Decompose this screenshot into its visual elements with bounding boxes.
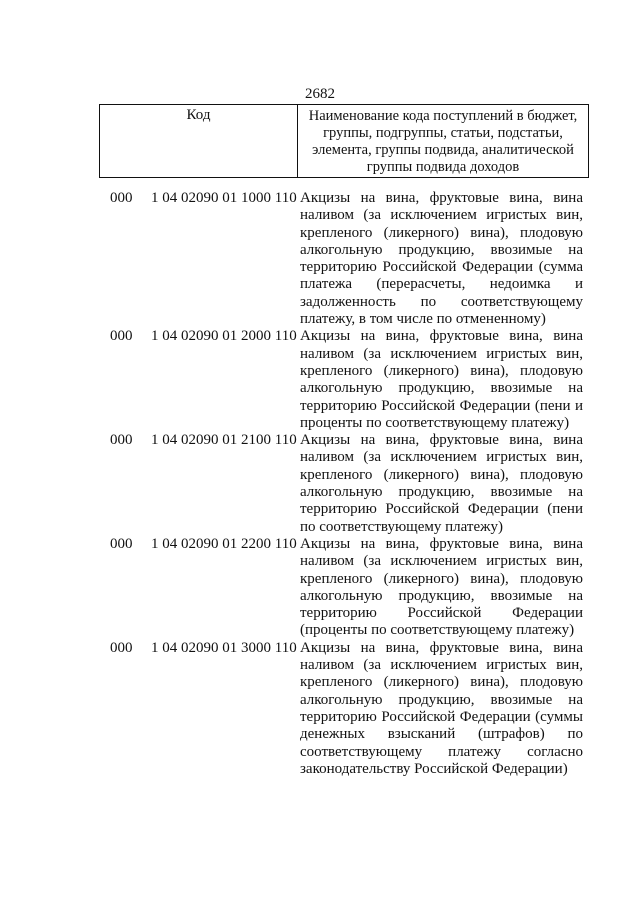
row-description: Акцизы на вина, фруктовые вина, вина наливом (за исключением игристых вин, крепленого (ликерного) вина), плодовую алкогольную продукцию, ввозимые на территорию Российской Федерации (сумма платежа (перерасчеты, недоимка и задолженность по соответствующему платежу, в том числе по отмененному)	[300, 190, 583, 328]
row-budget-code: 1 04 02090 01 3000 110	[151, 639, 297, 656]
row-group-code: 000	[110, 639, 133, 656]
table-row	[0, 536, 640, 640]
row-budget-code: 1 04 02090 01 2100 110	[151, 432, 297, 449]
row-group-code: 000	[110, 432, 133, 449]
code-table-body	[0, 190, 640, 778]
header-name-label: Наименование кода поступлений в бюджет, группы, подгруппы, статьи, подстатьи, элемента, группы подвида, аналитической группы подвида доходов	[308, 108, 578, 175]
row-description: Акцизы на вина, фруктовые вина, вина наливом (за исключением игристых вин, крепленого (ликерного) вина), плодовую алкогольную продукцию, ввозимые на территорию Российской Федерации (проценты по соответствующему платежу)	[300, 535, 583, 639]
page-number: 2682	[305, 86, 335, 102]
row-description: Акцизы на вина, фруктовые вина, вина наливом (за исключением игристых вин, крепленого (ликерного) вина), плодовую алкогольную продукцию, ввозимые на территорию Российской Федерации (суммы денежных взысканий (штрафов) по соответствующему платежу согласно законодательству Российской Федерации)	[300, 639, 583, 777]
table-row	[0, 640, 640, 778]
row-budget-code: 1 04 02090 01 2000 110	[151, 328, 297, 345]
row-group-code: 000	[110, 535, 133, 552]
row-budget-code: 1 04 02090 01 2200 110	[151, 535, 297, 552]
header-code-label: Код	[186, 107, 211, 123]
row-description: Акцизы на вина, фруктовые вина, вина наливом (за исключением игристых вин, крепленого (ликерного) вина), плодовую алкогольную продукцию, ввозимые на территорию Российской Федерации (пени по соответствующему платежу)	[300, 432, 583, 535]
row-group-code: 000	[110, 190, 133, 206]
row-budget-code: 1 04 02090 01 1000 110	[151, 190, 297, 206]
table-row	[0, 328, 640, 432]
table-row	[0, 190, 640, 328]
row-group-code: 000	[110, 328, 133, 345]
table-row	[0, 432, 640, 536]
table-header	[99, 104, 589, 178]
row-description: Акцизы на вина, фруктовые вина, вина наливом (за исключением игристых вин, крепленого (ликерного) вина), плодовую алкогольную продукцию, ввозимые на территорию Российской Федерации (пени и проценты по соответствующему платежу)	[300, 328, 583, 431]
